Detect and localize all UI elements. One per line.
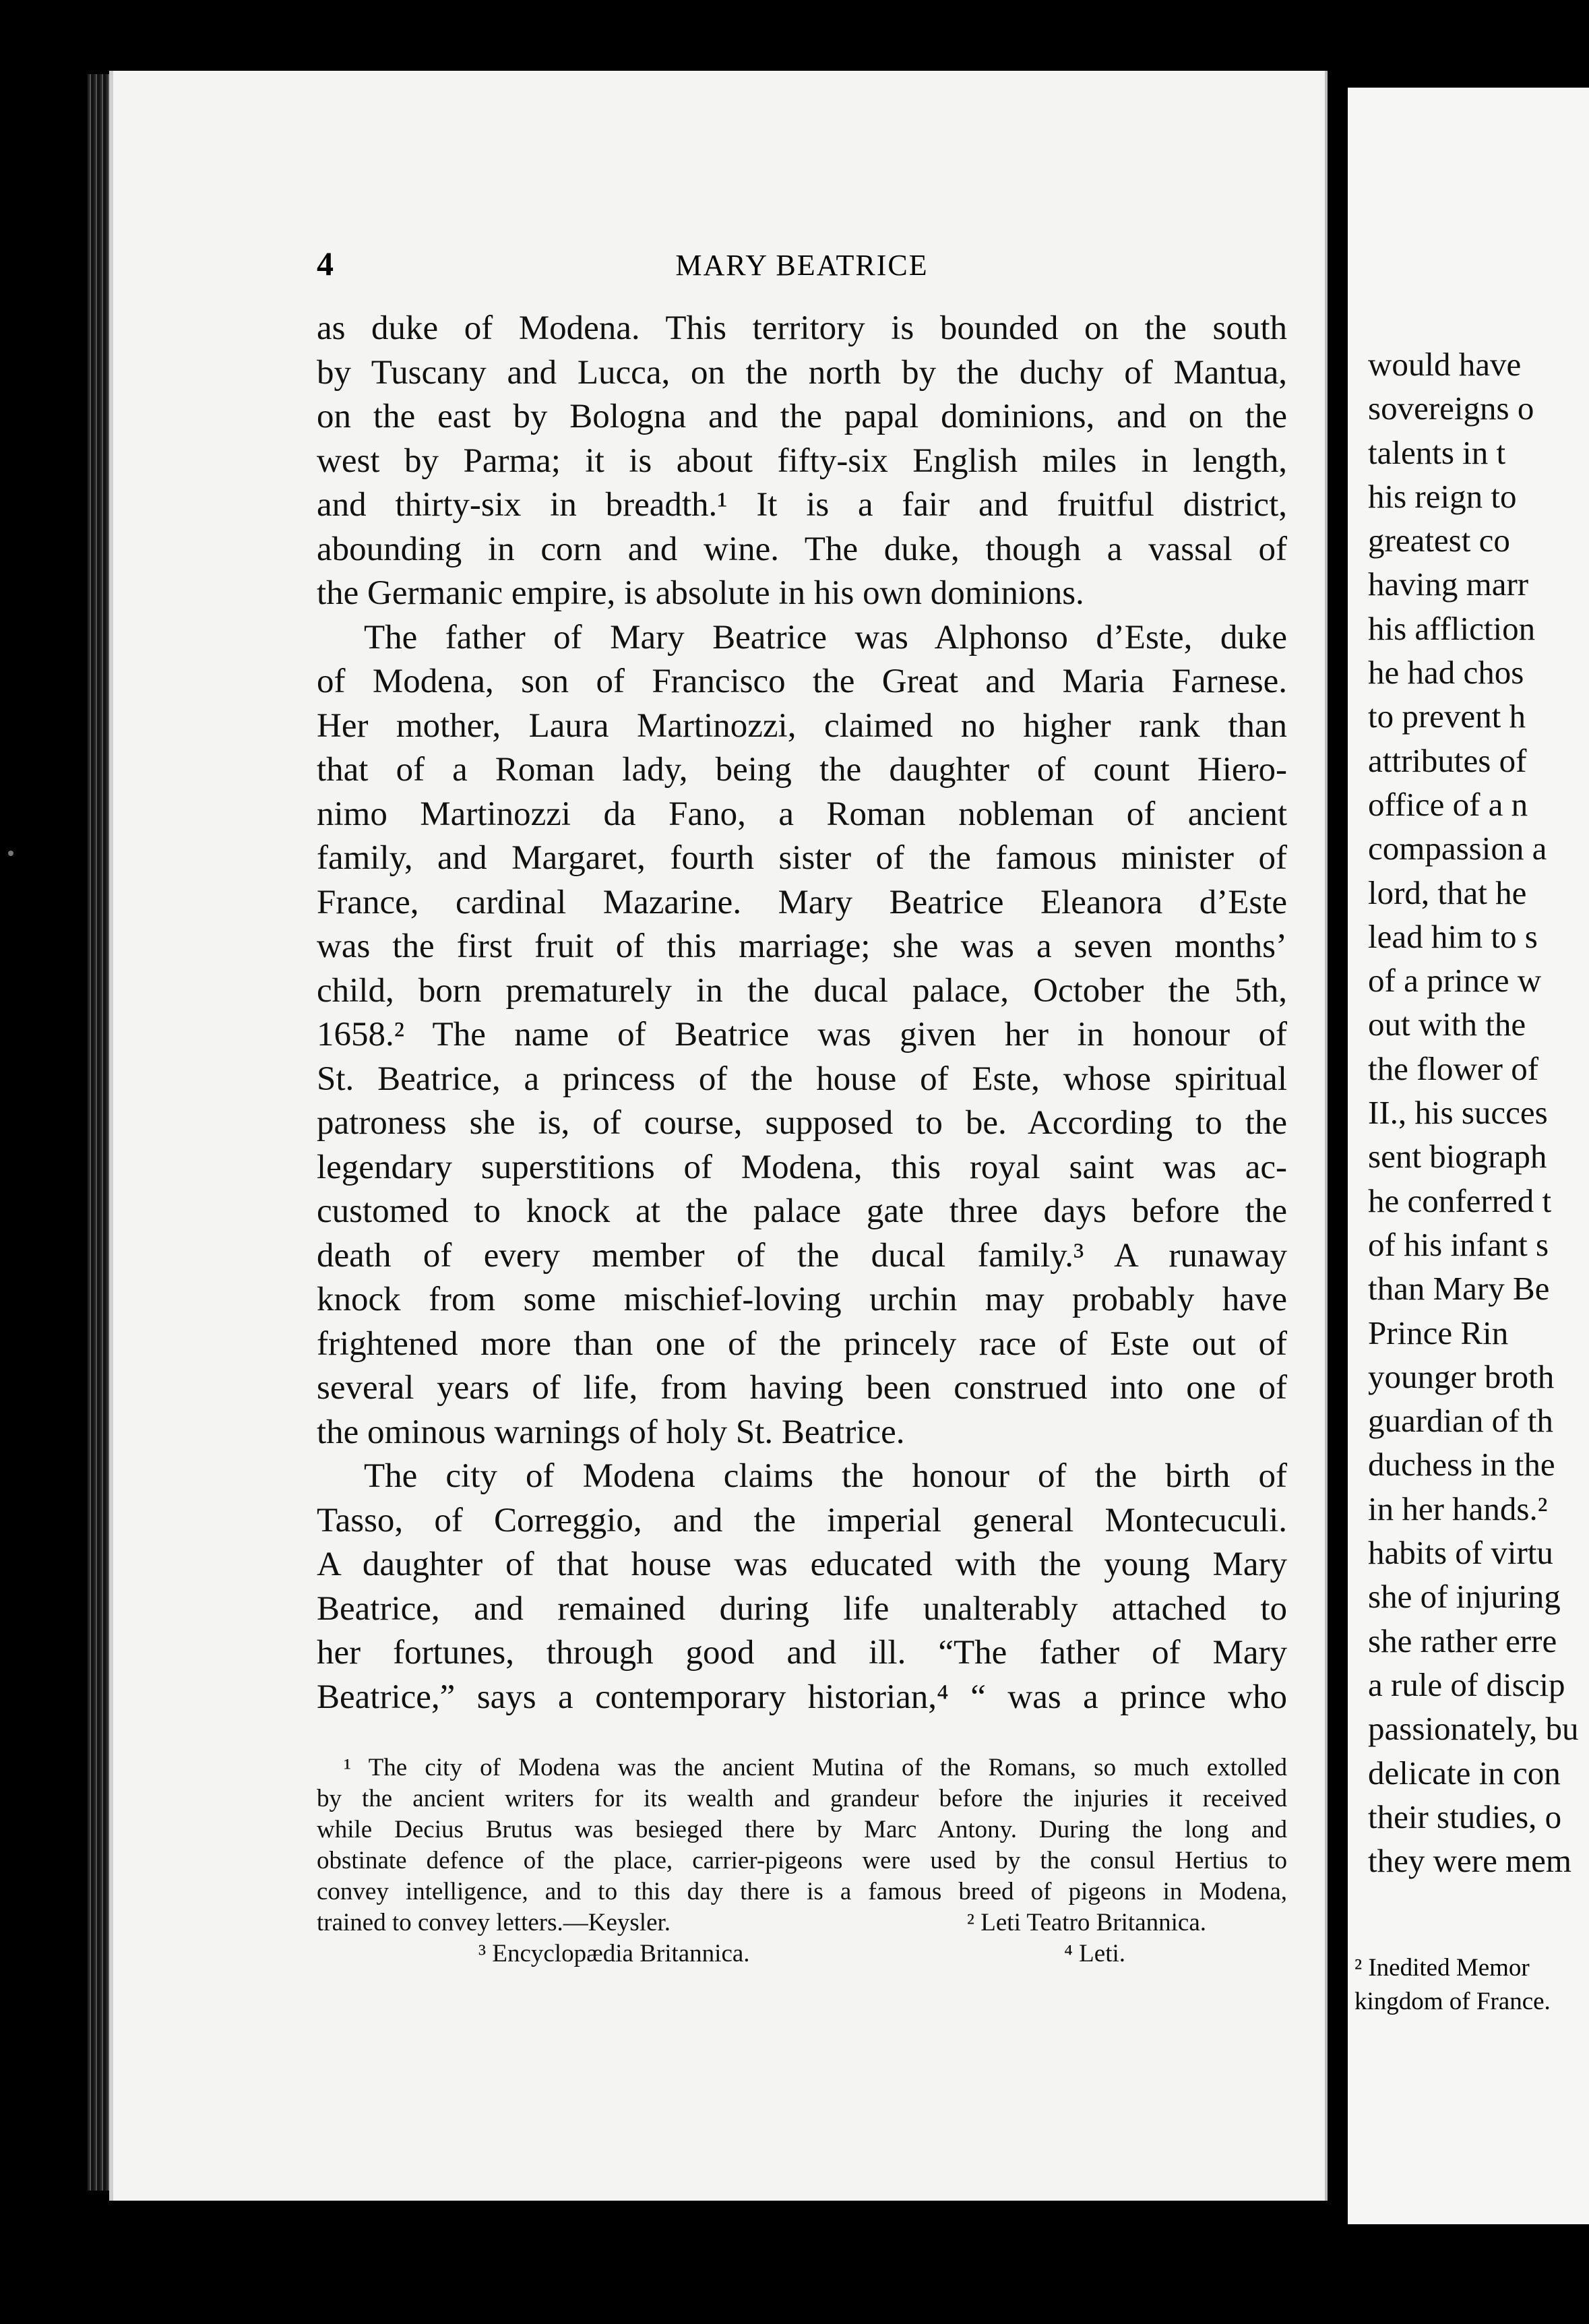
- body-line: and thirty-six in breadth.¹ It is a fair and fruitful district,: [317, 486, 1287, 524]
- body-line: of Modena, son of Francisco the Great and Maria Farnese.: [317, 663, 1287, 700]
- footnote-4: ⁴ Leti.: [1064, 1940, 1125, 1967]
- body-line: Tasso, of Correggio, and the imperial general Montecuculi.: [317, 1501, 1287, 1539]
- footnote-line: convey intelligence, and to this day there is a famous breed of pigeons in Modena,: [317, 1878, 1287, 1905]
- footnote-3: ³ Encyclopædia Britannica.: [478, 1940, 750, 1967]
- body-line: 1658.² The name of Beatrice was given her in honour of: [317, 1016, 1287, 1053]
- facing-page-line: sent biograph: [1368, 1138, 1547, 1175]
- facing-page-line: of a prince w: [1368, 962, 1542, 1000]
- facing-page-line: office of a n: [1368, 785, 1528, 823]
- body-line: The father of Mary Beatrice was Alphonso d’Este, duke: [364, 618, 1287, 656]
- facing-page-line: attributes of: [1368, 741, 1527, 779]
- facing-page-line: would have: [1368, 346, 1522, 383]
- body-line: as duke of Modena. This territory is bounded on the south: [317, 309, 1287, 347]
- body-line: on the east by Bologna and the papal dominions, and on the: [317, 398, 1287, 435]
- facing-page-line: he had chos: [1368, 654, 1524, 692]
- body-line: nimo Martinozzi da Fano, a Roman nobleman of ancient: [317, 795, 1287, 833]
- body-line: the Germanic empire, is absolute in his own dominions.: [317, 574, 1084, 612]
- facing-page-line: talents in t: [1368, 433, 1506, 471]
- body-line: The city of Modena claims the honour of the birth of: [364, 1457, 1287, 1495]
- footnote-row: [317, 1938, 1287, 1969]
- body-line: legendary superstitions of Modena, this royal saint was ac-: [317, 1148, 1287, 1186]
- facing-page-line: a rule of discip: [1368, 1665, 1565, 1703]
- footnote-line: while Decius Brutus was besieged there by Marc Antony. During the long and: [317, 1816, 1287, 1843]
- footnote-keysler: trained to convey letters.—Keysler.: [317, 1909, 671, 1936]
- body-line: family, and Margaret, fourth sister of the famous minister of: [317, 839, 1287, 877]
- facing-page-line: compassion a: [1368, 830, 1547, 867]
- page-header: [317, 244, 1287, 284]
- facing-page-line: he conferred t: [1368, 1182, 1552, 1219]
- body-line: Her mother, Laura Martinozzi, claimed no higher rank than: [317, 706, 1287, 745]
- body-line: the ominous warnings of holy St. Beatrice.: [317, 1413, 905, 1451]
- facing-page-line: passionately, bu: [1368, 1710, 1579, 1748]
- facing-page-line: of his infant s: [1368, 1225, 1549, 1263]
- facing-page-line: out with the: [1368, 1006, 1526, 1043]
- footnote-row: [317, 1907, 1287, 1938]
- body-line: St. Beatrice, a princess of the house of Este, whose spiritual: [317, 1060, 1287, 1098]
- facing-page-line: habits of virtu: [1368, 1534, 1553, 1572]
- body-line: was the first fruit of this marriage; she was a seven months’: [317, 927, 1287, 965]
- facing-page-line: lead him to s: [1368, 917, 1538, 955]
- facing-page-line: guardian of th: [1368, 1402, 1553, 1440]
- facing-page-line: their studies, o: [1368, 1798, 1562, 1835]
- body-text: [317, 307, 1287, 1719]
- facing-page-line: than Mary Be: [1368, 1270, 1550, 1308]
- page-number: 4: [317, 245, 334, 282]
- facing-page-line: sovereigns o: [1368, 390, 1534, 427]
- facing-page-line: having marr: [1368, 565, 1529, 603]
- body-line: abounding in corn and wine. The duke, though a vassal of: [317, 530, 1287, 568]
- facing-page-line: younger broth: [1368, 1357, 1555, 1395]
- facing-page-footnotes: [1354, 1951, 1589, 2019]
- body-line: that of a Roman lady, being the daughter of count Hiero-: [317, 751, 1287, 789]
- facing-page-line: his affliction: [1368, 609, 1536, 647]
- body-line: France, cardinal Mazarine. Mary Beatrice Eleanora d’Este: [317, 883, 1287, 921]
- facing-page-line: II., his succes: [1368, 1094, 1548, 1132]
- body-line: customed to knock at the palace gate three days before the: [317, 1192, 1287, 1230]
- body-line: knock from some mischief-loving urchin may probably have: [317, 1281, 1287, 1318]
- body-line: by Tuscany and Lucca, on the north by the duchy of Mantua,: [317, 353, 1287, 392]
- body-line: Beatrice, and remained during life unalterably attached to: [317, 1589, 1287, 1628]
- footnote-line: by the ancient writers for its wealth and grandeur before the injuries it received: [317, 1785, 1287, 1812]
- facing-page-line: delicate in con: [1368, 1754, 1561, 1792]
- facing-page-line: duchess in the: [1368, 1446, 1555, 1484]
- facing-page-line: the flower of: [1368, 1049, 1539, 1087]
- footnote-line: obstinate defence of the place, carrier-pigeons were used by the consul Hertius to: [317, 1847, 1287, 1874]
- scan-speck: [8, 851, 13, 856]
- footnotes: [317, 1752, 1287, 1969]
- facing-page-line: she of injuring: [1368, 1578, 1561, 1616]
- facing-page-line: they were mem: [1368, 1842, 1572, 1880]
- facing-page-line: to prevent h: [1368, 698, 1526, 735]
- footnote-line: ¹ The city of Modena was the ancient Mutina of the Romans, so much extolled: [344, 1754, 1287, 1781]
- body-line: death of every member of the ducal family.³ A runaway: [317, 1236, 1287, 1275]
- facing-page-line: greatest co: [1368, 522, 1510, 559]
- facing-page-line: lord, that he: [1368, 874, 1527, 911]
- body-line: west by Parma; it is about fifty-six English miles in length,: [317, 441, 1287, 480]
- footnote-lines: [317, 1752, 1287, 1907]
- facing-page-line: Prince Rin: [1368, 1314, 1509, 1351]
- facing-page-line: in her hands.²: [1368, 1490, 1548, 1527]
- footnote-2: ² Leti Teatro Britannica.: [966, 1909, 1206, 1936]
- running-title: MARY BEATRICE: [675, 249, 929, 282]
- facing-footnote-line: ² Inedited Memor: [1354, 1954, 1530, 1982]
- body-line: her fortunes, through good and ill. “The father of Mary: [317, 1634, 1287, 1672]
- body-line: patroness she is, of course, supposed to be. According to the: [317, 1104, 1287, 1142]
- facing-footnote-line: kingdom of France.: [1354, 1988, 1551, 2015]
- body-line: several years of life, from having been construed into one of: [317, 1369, 1287, 1407]
- facing-page-line: she rather erre: [1368, 1622, 1557, 1659]
- body-line: frightened more than one of the princely race of Este out of: [317, 1324, 1287, 1363]
- facing-page-text: [1368, 342, 1589, 1883]
- body-line: A daughter of that house was educated with the young Mary: [317, 1546, 1287, 1583]
- body-line: child, born prematurely in the ducal palace, October the 5th,: [317, 971, 1287, 1010]
- body-line: Beatrice,” says a contemporary historian,⁴ “ was a prince who: [317, 1678, 1287, 1716]
- facing-page-line: his reign to: [1368, 477, 1517, 515]
